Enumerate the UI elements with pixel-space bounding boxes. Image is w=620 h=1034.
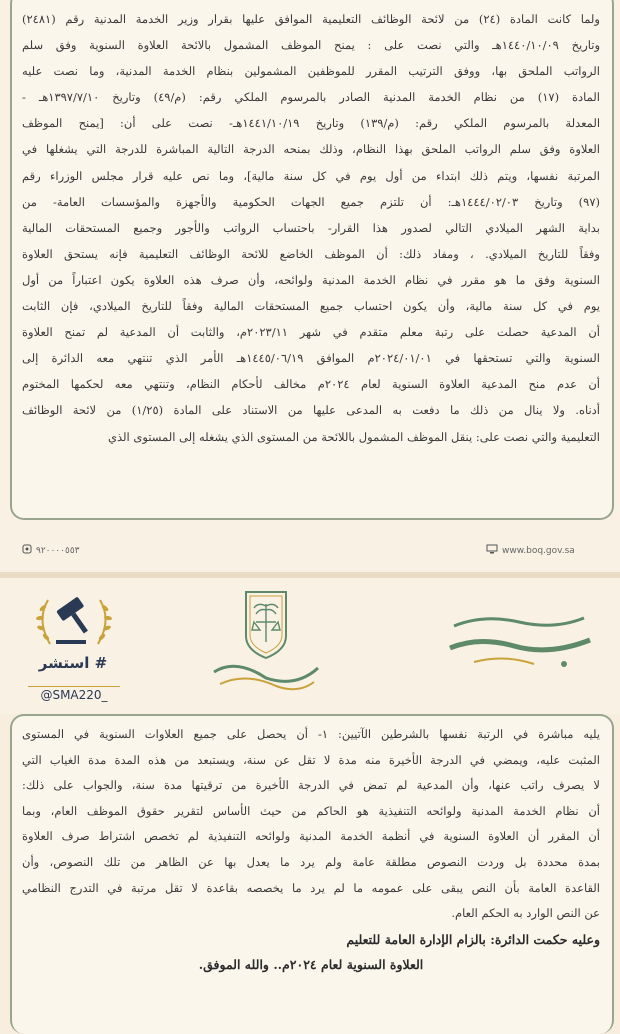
website-footer	[486, 544, 575, 557]
text-line: يوم في كل سنة مالية، وأن يكون احتساب جميع المستحقات المالية وفقاً للتاريخ الميلادي، فإن الثابت	[22, 299, 600, 314]
text-line: المثبت عليه، ويمضي في الدرجة الأخيرة منه مدة لا تقل عن سنة، ويستبعد من هذه المدة مدة الغياب التي	[22, 752, 600, 767]
document-body-page1	[22, 6, 600, 450]
text-line: أن المدعية حصلت على رتبة معلم متقدم في شهر ٢٠٢٣/١١م، والثابت أن المدعية لم تمنح العلاوة	[22, 325, 600, 340]
court-rulings-logo	[206, 588, 326, 700]
text-line: السنوية والتي تستحقها في ٢٠٢٤/٠١/٠١م الموافق ١٤٤٥/٠٦/١٩هـ الأمر الذي تنتهي معه الدائرة إلى	[22, 351, 600, 366]
document-body-page2	[22, 722, 600, 978]
text-line: وفقاً للتاريخ الميلادي. ، ومفاد ذلك: أن الموظف الخاضع للائحة الوظائف التعليمية فإنه يستحق العلاوة	[22, 246, 600, 261]
text-line: أن نظام الخدمة المدنية ولوائحه التنفيذية هو الحاكم من حيث الأساس لتقرير حقوق الموظف العام، وبما	[22, 803, 600, 818]
website-text[interactable]: www.boq.gov.sa	[502, 545, 575, 556]
hashtag-text: # استشر	[38, 654, 108, 672]
text-line: أن عدم منح المدعية العلاوة السنوية لعام ٢٠٢٤م مخالف لأحكام النظام، وتنتهي معه لحكمها المختوم	[22, 377, 600, 392]
text-line: يليه مباشرة في الرتبة نفسها بالشرطين الآتيين: ١- أن يحصل على جميع العلاوات السنوية في المستوى	[22, 727, 600, 741]
text-line: الرواتب الملحق بها، ووفق الترتيب المقرر للموظفين المشمولين بنظام الخدمة المدنية، وما نصت عليه	[22, 64, 600, 79]
phone-footer	[22, 544, 80, 557]
text-line: بداية الشهر الميلادي التالي لصدور هذا القرار- باحتساب الرواتب والأجور وجميع المستحقات المالية	[22, 220, 600, 235]
text-line: المعدلة بالمرسوم الملكي رقم: (م/١٣٩) وتاريخ ١٤٤١/١٠/١٩هـ- نصت على أن: [يمنح الموظف	[22, 116, 600, 131]
ruling-line-1: وعليه حكمت الدائرة: بالزام الإدارة العامة للتعليم	[346, 931, 600, 947]
phone-text[interactable]: ٩٢٠٠٠٠٥٥٣	[36, 545, 80, 556]
text-line: السنوية وفق ما هو مقرر في نظام الخدمة المدنية ولوائحه، وأن صرف هذه العلاوة يكون اعتباراً من أول	[22, 272, 600, 287]
text-line: العلاوة وفق سلم الرواتب الملحق بهذا النظام، وذلك بمنحه الدرجة التالية المباشرة للدرجة التي يشغلها في	[22, 142, 600, 157]
computer-icon	[486, 544, 498, 557]
text-line: بمدة محددة بل وردت النصوص مطلقة عامة ولم يرد ما يعدل بها عن الظاهر من تلك النصوص، وأن	[22, 854, 600, 869]
text-line: لا يصرف راتب عنها، وأن المدعية لم تمض في الدرجة الأخيرة من ترقيتها مدة سنة، والجواب على ذلك:	[22, 778, 600, 793]
text-line: أن المقرر أن العلاوة السنوية في أنظمة الخدمة المدنية ولوائحه التنفيذية لم تخصص اشتراط صرف العلاوة	[22, 829, 600, 844]
ruling-line-2: العلاوة السنوية لعام ٢٠٢٤م.. والله الموفق.	[198, 957, 424, 973]
gavel-laurel-logo	[26, 590, 122, 650]
phone-icon	[22, 544, 32, 557]
board-of-grievances-logo	[444, 606, 594, 676]
text-line: القاعدة العامة بأن النص يبقى على عمومه ما لم يرد ما يخصصه بقاعدة لا تقل مرتبة في التدرج النظامي	[22, 880, 600, 895]
text-line: المادة (١٧) من نظام الخدمة المدنية الصادر بالمرسوم الملكي رقم: (م/٤٩) وتاريخ ١٣٩٧/٧/١٠هـ -	[22, 90, 600, 105]
text-line: وتاريخ ١٤٤٠/١٠/٠٩هـ والتي نصت على : يمنح الموظف المشمول بالائحة العلاوة السنوية وفق سلم	[22, 38, 600, 53]
text-line: (٩٧) وتاريخ ١٤٤٤/٠٢/٠٣هـ: أن تلتزم جميع الجهات الحكومية والأجهزة والمؤسسات العامة- من	[22, 194, 600, 209]
text-line: المرتبة نفسها، ويتم ذلك ابتداء من أول يوم في كل سنة مالية]، وما نص عليه قرار مجلس الوزراء رقم	[22, 168, 600, 183]
text-line: ولما كانت المادة (٢٤) من لائحة الوظائف التعليمية الموافق عليها بقرار وزير الخدمة المدنية رقم (٢٤٨١)	[22, 12, 600, 26]
text-line: أدناه. ولا ينال من ذلك ما دفعت به المدعى عليها من الاستناد على المادة (١/٢٥) من لائحة الوظائف	[22, 403, 600, 418]
text-line: عن النص الوارد به الحكم العام.	[451, 906, 600, 921]
social-handle[interactable]: @SMA220_	[28, 686, 120, 702]
text-line: التعليمية والتي نصت على: ينقل الموظف المشمول باللائحة من المستوى الذي يشغله إلى المستوى الذي	[107, 429, 600, 444]
